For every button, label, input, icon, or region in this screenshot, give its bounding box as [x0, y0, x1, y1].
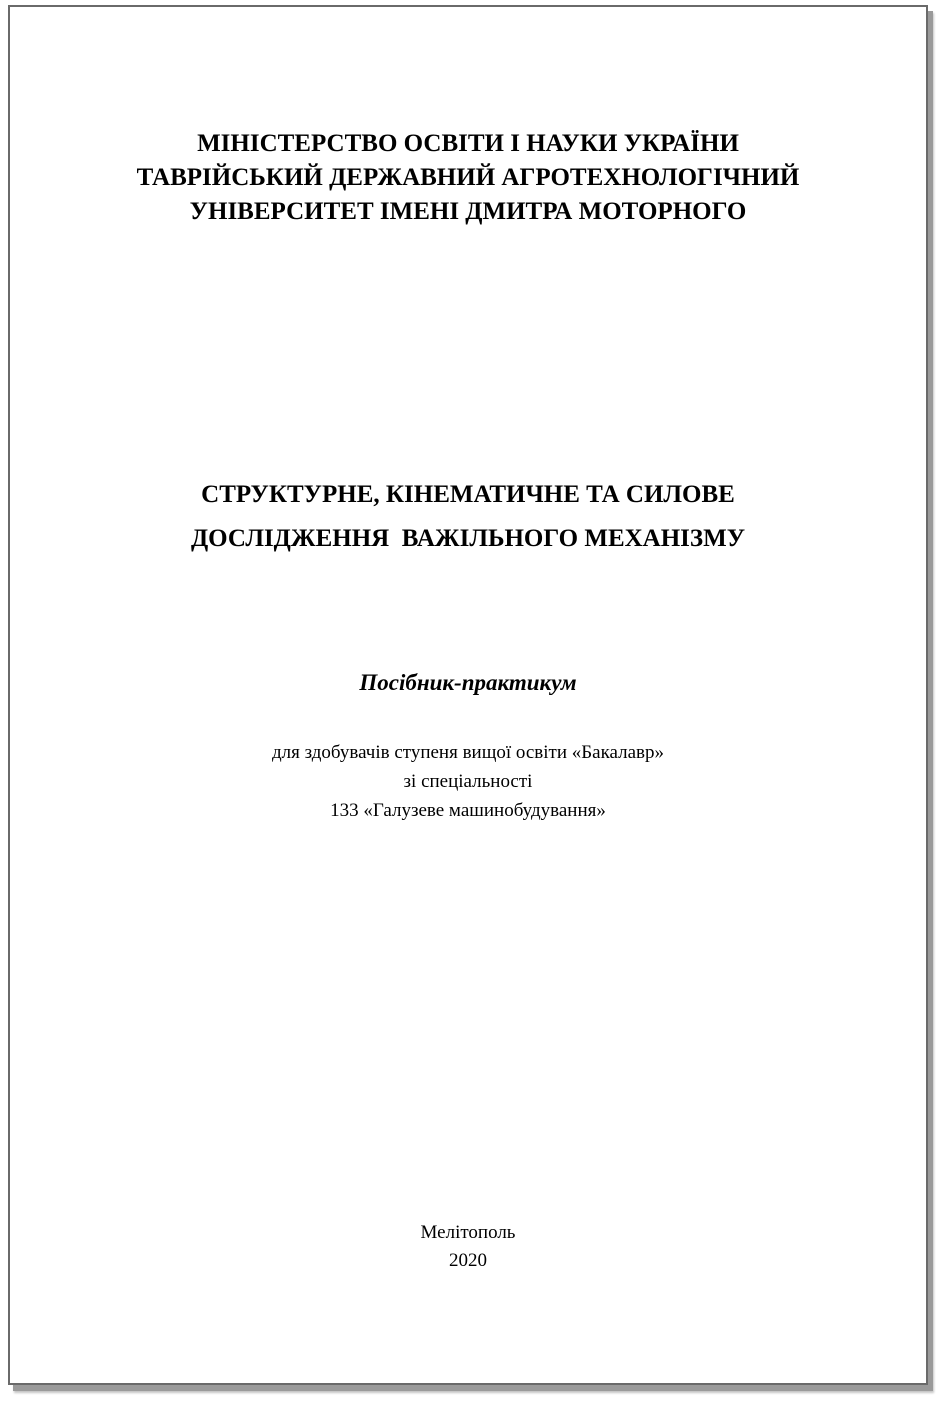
institution-header	[10, 127, 926, 229]
publication-year: 2020	[449, 1250, 487, 1271]
audience-line3: 133 «Галузеве машинобудування»	[330, 800, 606, 821]
publication-city: Мелітополь	[420, 1222, 516, 1243]
ministry-name: МІНІСТЕРСТВО ОСВІТИ І НАУКИ УКРАЇНИ	[197, 130, 739, 157]
title-line2: ДОСЛІДЖЕННЯ ВАЖІЛЬНОГО МЕХАНІЗМУ	[190, 525, 746, 552]
document-title	[10, 473, 926, 561]
document-subtitle	[10, 668, 926, 698]
audience-line2: зі спеціальності	[403, 771, 533, 792]
document-type: Посібник-практикум	[359, 670, 577, 695]
audience-description	[10, 738, 926, 825]
document-page	[8, 5, 928, 1385]
university-name-line1: ТАВРІЙСЬКИЙ ДЕРЖАВНИЙ АГРОТЕХНОЛОГІЧНИЙ	[136, 164, 800, 191]
audience-line1: для здобувачів ступеня вищої освіти «Бакалавр»	[271, 742, 665, 763]
publication-info	[10, 1219, 926, 1275]
title-line1: СТРУКТУРНЕ, КІНЕМАТИЧНЕ ТА СИЛОВЕ	[201, 481, 735, 508]
university-name-line2: УНІВЕРСИТЕТ ІМЕНІ ДМИТРА МОТОРНОГО	[189, 198, 747, 225]
